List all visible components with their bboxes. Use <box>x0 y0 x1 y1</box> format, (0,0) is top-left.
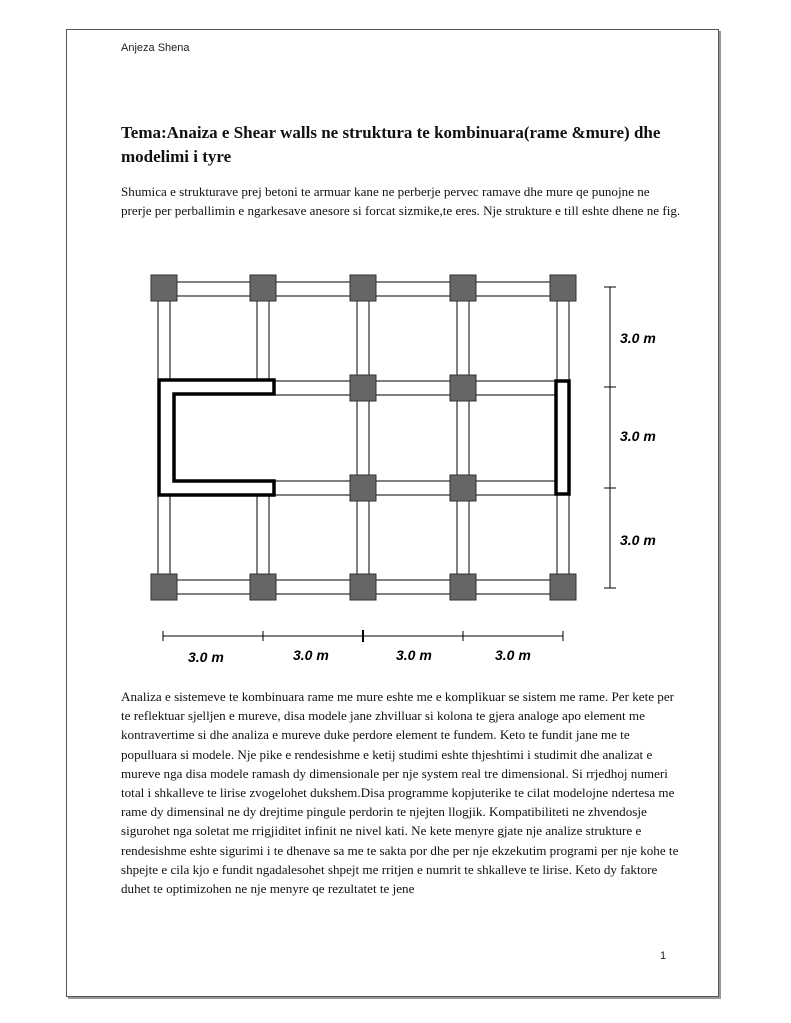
dimension-label-vertical: 3.0 m <box>620 330 656 346</box>
column <box>151 574 177 600</box>
column <box>151 275 177 301</box>
beams-horizontal <box>164 282 564 594</box>
vertical-dimension-line <box>604 287 616 588</box>
dimension-label-horizontal: 3.0 m <box>396 647 432 663</box>
intro-paragraph: Shumica e strukturave prej betoni te armuar kane ne perberje pervec ramave dhe mure qe punojne ne prerje per perballimin e ngarkesave anesore si forcat sizmike,te eres. Nje strukture e till eshte dhene ne fig. <box>121 184 681 219</box>
dimension-label-vertical: 3.0 m <box>620 428 656 444</box>
beams-vertical <box>158 300 569 575</box>
page-number: 1 <box>660 950 667 962</box>
horizontal-dimension-line <box>163 630 563 642</box>
column <box>450 375 476 401</box>
column <box>350 375 376 401</box>
dimension-label-horizontal: 3.0 m <box>293 647 329 663</box>
column <box>350 475 376 501</box>
dimension-label-vertical: 3.0 m <box>620 532 656 548</box>
column <box>450 475 476 501</box>
rectangular-shear-wall <box>556 381 569 494</box>
column <box>450 574 476 600</box>
columns <box>151 275 576 600</box>
c-shaped-shear-wall <box>159 380 274 495</box>
column <box>550 275 576 301</box>
column <box>550 574 576 600</box>
running-header-author: Anjeza Shena <box>121 42 190 54</box>
body-paragraph: Analiza e sistemeve te kombinuara rame me mure eshte me e komplikuar se sistem me rame. Per kete per te reflektuar sjelljen e mureve, disa modele jane zhvilluar si kolona te gjera analoge apo element me kontravertime si dhe analiza e mureve duke perdore element te fundem. Keto te fundit jane me te populluara si modele. Nje pike e rendesishme e ketij studimi eshte thjeshtimi i studimit dhe analizat e mureve nga disa modele ramash dy dimensionale per nje system real tre dimensional. Si rrjedhoj numeri total i shkalleve te lirise zvogelohet dukshem.Disa programme kopjuterike te cilat modelojne ndertesa me rame dy dimensinal ne dy drejtime pingule perdorin te njejten llogjik. Kompatibiliteti ne zhvendosje sigurohet nga soletat me rrigjiditet infinit ne nivel kati. Ne kete menyre gjate nje analize strukture e rendesishme eshte sigurimi i te dhenave sa me te sakta por dhe per nje ekzekutim programi per nje kohe te shpejte e cila kjo e fundit ngadalesohet shpejt me rritjen e numrit te shkalleve te lirise. Keto dy faktore duhet te optimizohen ne nje menyre qe rezultatet te jene <box>121 689 679 897</box>
dimension-label-horizontal: 3.0 m <box>495 647 531 663</box>
document-title: Tema:Anaiza e Shear walls ne struktura te kombinuara(rame &mure) dhe modelimi i tyre <box>121 123 661 166</box>
dimension-label-horizontal: 3.0 m <box>188 649 224 665</box>
column <box>250 275 276 301</box>
column <box>350 574 376 600</box>
column <box>350 275 376 301</box>
column <box>250 574 276 600</box>
structural-plan-figure <box>130 262 656 682</box>
column <box>450 275 476 301</box>
